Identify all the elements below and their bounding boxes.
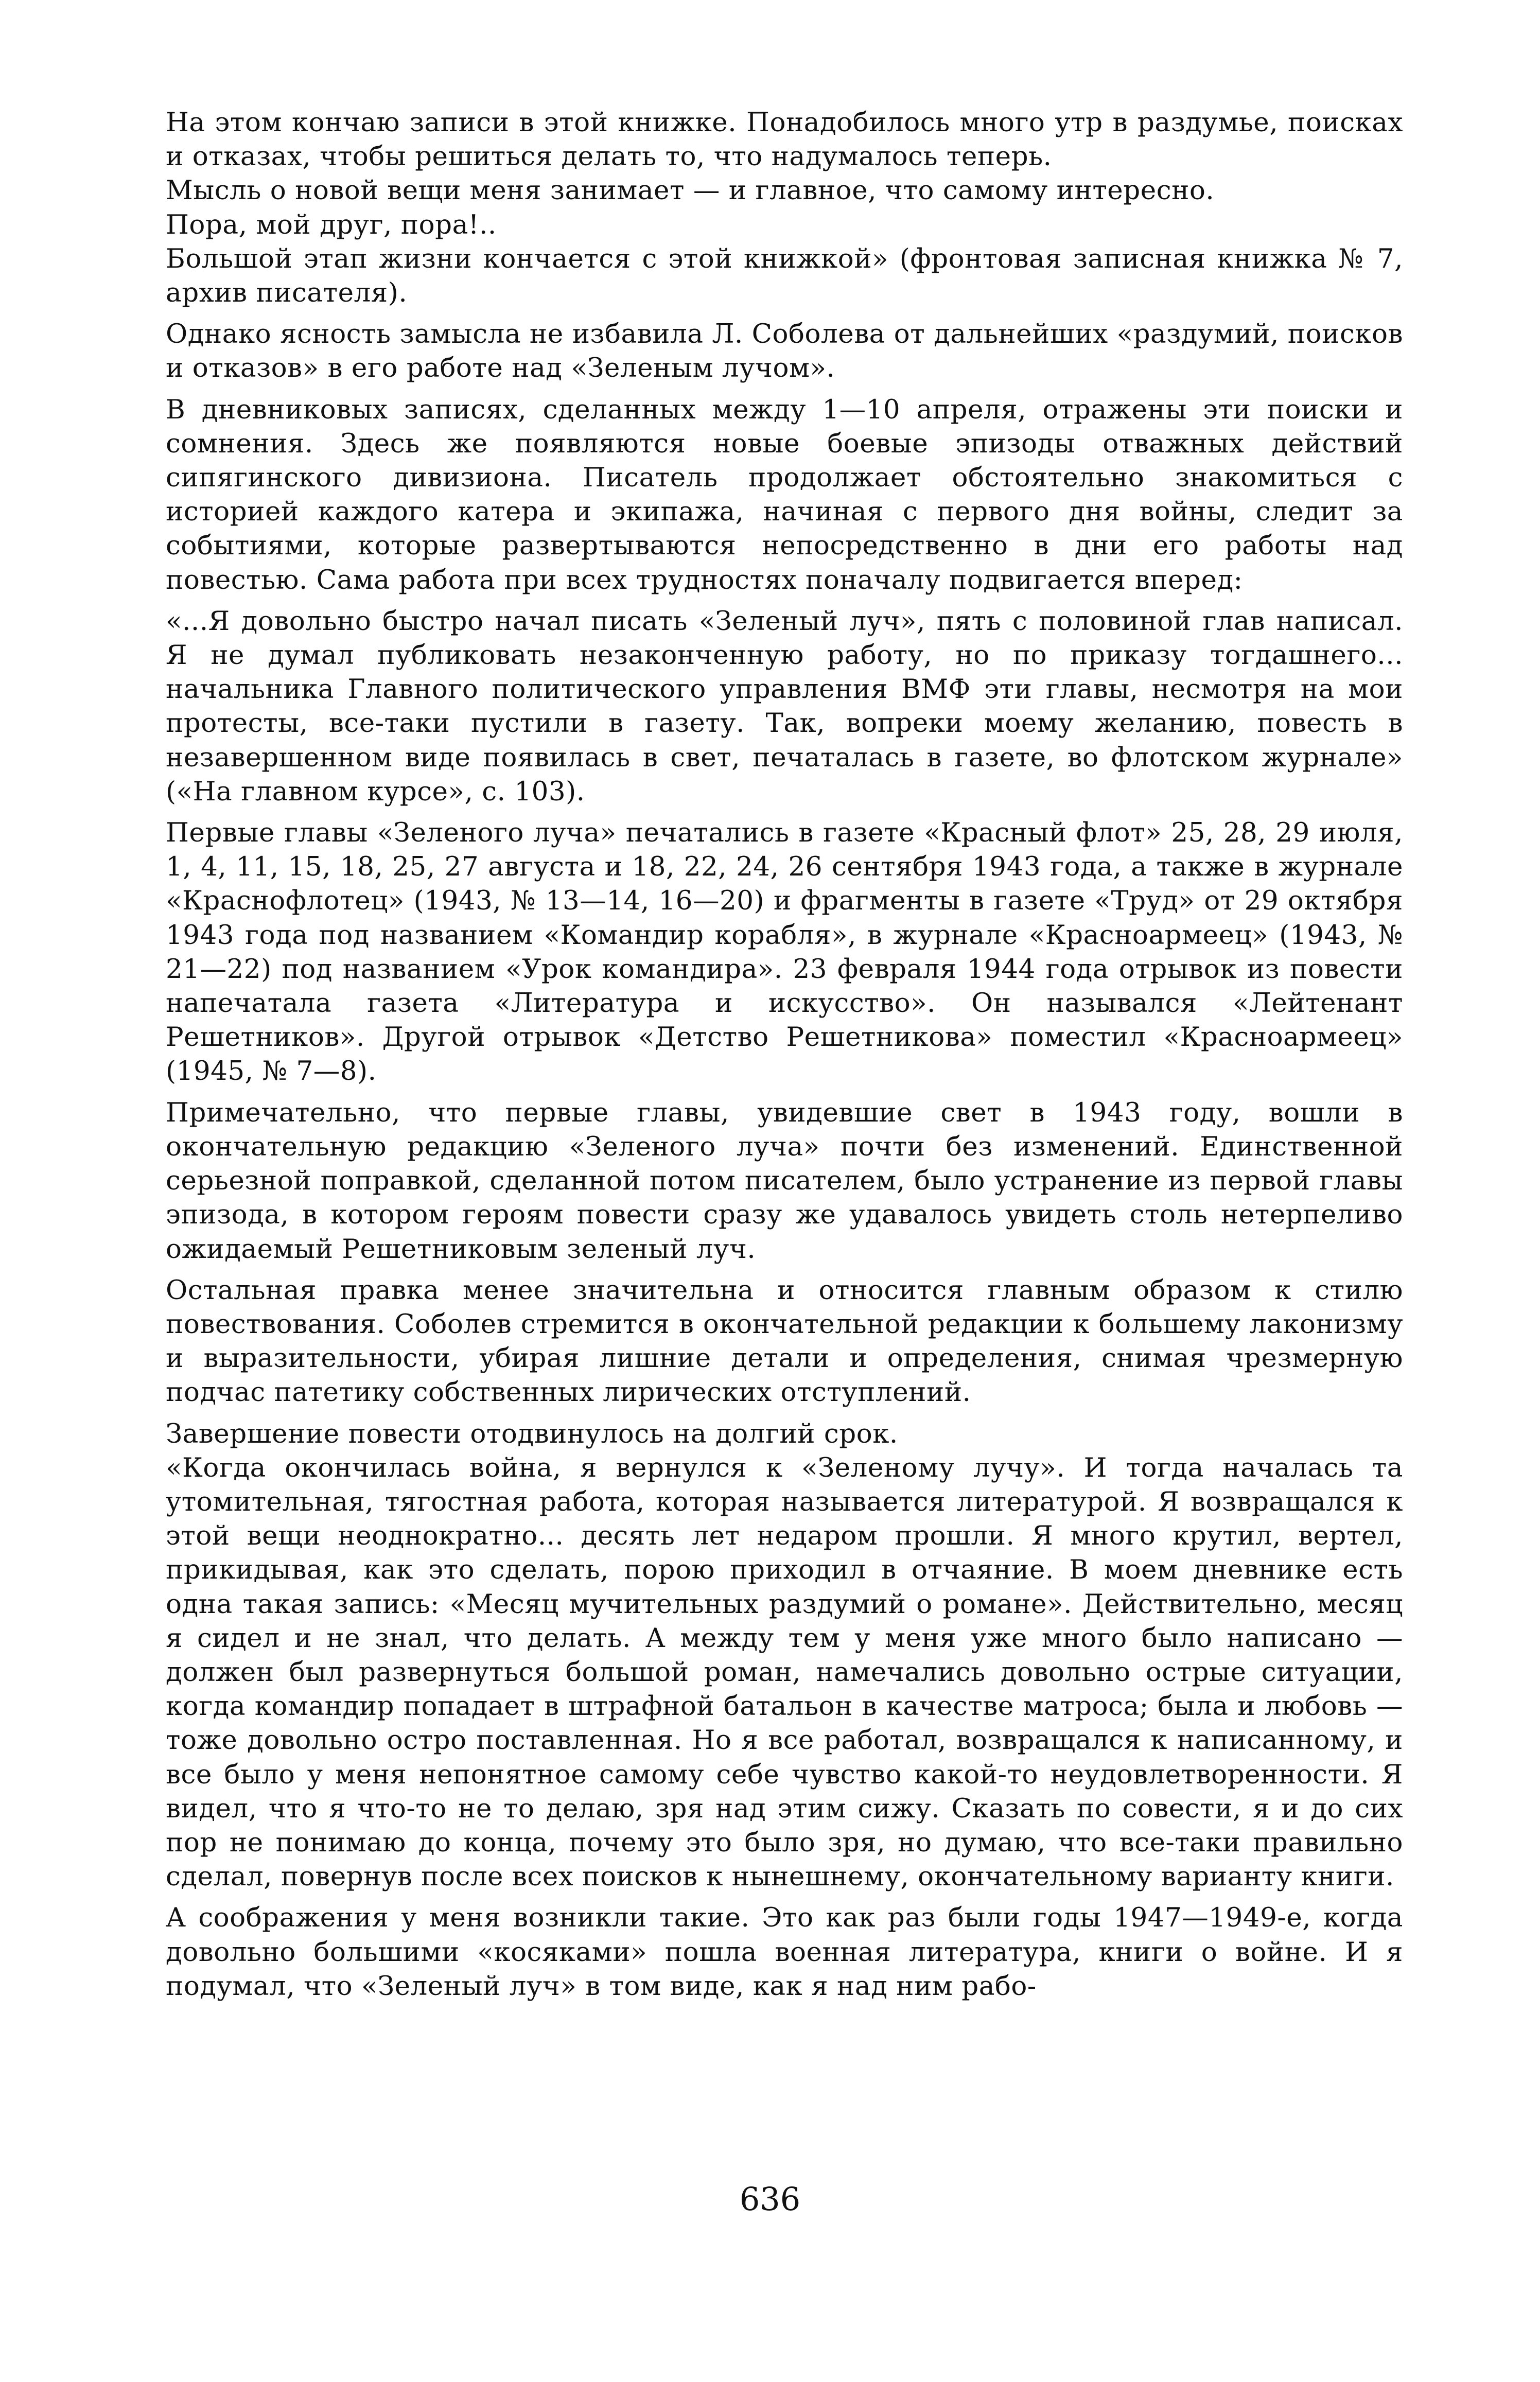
paragraph-6: В дневниковых записях, сделанных между 1—10 апреля, отражены эти поиски и сомнения. Здесь же появляются новые боевые эпизоды отважных действий сипягинского дивизиона. Писатель продолжает обстоятельно знакомиться с историей каждого катера и экипажа, начиная с первого дня войны, следит за событиями, которые развертываются непосредственно в дни его работы над повестью. Сама работа при всех трудностях поначалу подвигается вперед: xyxy=(166,394,1403,596)
paragraph-7: «...Я довольно быстро начал писать «Зеленый луч», пять с половиной глав написал. Я не думал публиковать незаконченную работу, но по приказу тогдашнего... начальника Главного политического управления ВМФ эти главы, несмотря на мои протесты, все-таки пустили в газету. Так, вопреки моему желанию, повесть в незавершенном виде появилась в свет, печаталась в газете, во флотском журнале» («На главном курсе», с. 103). xyxy=(166,605,1403,807)
paragraph-12: «Когда окончилась война, я вернулся к «Зеленому лучу». И тогда началась та утомительная, тягостная работа, которая называется литературой. Я возвращался к этой вещи неоднократно... десять лет недаром прошли. Я много крутил, вертел, прикидывая, как это сделать, порою приходил в отчаяние. В моем дневнике есть одна такая запись: «Месяц мучительных раздумий о романе». Действительно, месяц я сидел и не знал, что делать. А между тем у меня уже много было написано — должен был развернуться большой роман, намечались довольно острые ситуации, когда командир попадает в штрафной батальон в качестве матроса; была и любовь — тоже довольно остро поставленная. Но я все работал, возвращался к написанному, и все было у меня непонятное самому себе чувство какой-то неудовлетворенности. Я видел, что я что-то не то делаю, зря над этим сижу. Сказать по совести, я и до сих пор не понимаю до конца, почему это было зря, но думаю, что все-таки правильно сделал, повернув после всех поисков к нынешнему, окончательному варианту книги. xyxy=(166,1452,1403,1893)
page-body xyxy=(166,106,1403,2267)
paragraph-3: Пора, мой друг, пора!.. xyxy=(166,209,497,240)
page-number: 636 xyxy=(739,2180,801,2218)
paragraph-11: Завершение повести отодвинулось на долгий срок. xyxy=(166,1418,898,1449)
paragraph-9: Примечательно, что первые главы, увидевшие свет в 1943 году, вошли в окончательную редакцию «Зеленого луча» почти без изменений. Единственной серьезной поправкой, сделанной потом писателем, было устранение из первой главы эпизода, в котором героям повести сразу же удавалось увидеть столь нетерпеливо ожидаемый Решетниковым зеленый луч. xyxy=(166,1097,1403,1265)
paragraph-8: Первые главы «Зеленого луча» печатались в газете «Красный флот» 25, 28, 29 июля, 1, 4, 11, 15, 18, 25, 27 августа и 18, 22, 24, 26 сентября 1943 года, а также в журнале «Краснофлотец» (1943, № 13—14, 16—20) и фрагменты в газете «Труд» от 29 октября 1943 года под названием «Командир корабля», в журнале «Красноармеец» (1943, № 21—22) под названием «Урок командира». 23 февраля 1944 года отрывок из повести напечатала газета «Литература и искусство». Он назывался «Лейтенант Решетников». Другой отрывок «Детство Решетникова» поместил «Красноармеец» (1945, № 7—8). xyxy=(166,817,1403,1087)
paragraph-4: Большой этап жизни кончается с этой книжкой» (фронтовая записная книжка № 7, архив писателя). xyxy=(166,243,1403,309)
paragraph-10: Остальная правка менее значительна и относится главным образом к стилю повествования. Соболев стремится в окончательной редакции к большему лаконизму и выразительности, убирая лишние детали и определения, снимая чрезмерную подчас патетику собственных лирических отступлений. xyxy=(166,1274,1403,1408)
paragraph-1: На этом кончаю записи в этой книжке. Понадобилось много утр в раздумье, поисках и отказах, чтобы решиться делать то, что надумалось теперь. xyxy=(166,107,1403,172)
paragraph-2: Мысль о новой вещи меня занимает — и главное, что самому интересно. xyxy=(166,175,1215,206)
paragraph-5: Однако ясность замысла не избавила Л. Соболева от дальнейших «раздумий, поисков и отказов» в его работе над «Зеленым лучом». xyxy=(166,319,1403,384)
paragraph-13: А соображения у меня возникли такие. Это как раз были годы 1947—1949-е, когда довольно большими «косяками» пошла военная литература, книги о войне. И я подумал, что «Зеленый луч» в том виде, как я над ним рабо- xyxy=(166,1902,1403,2002)
